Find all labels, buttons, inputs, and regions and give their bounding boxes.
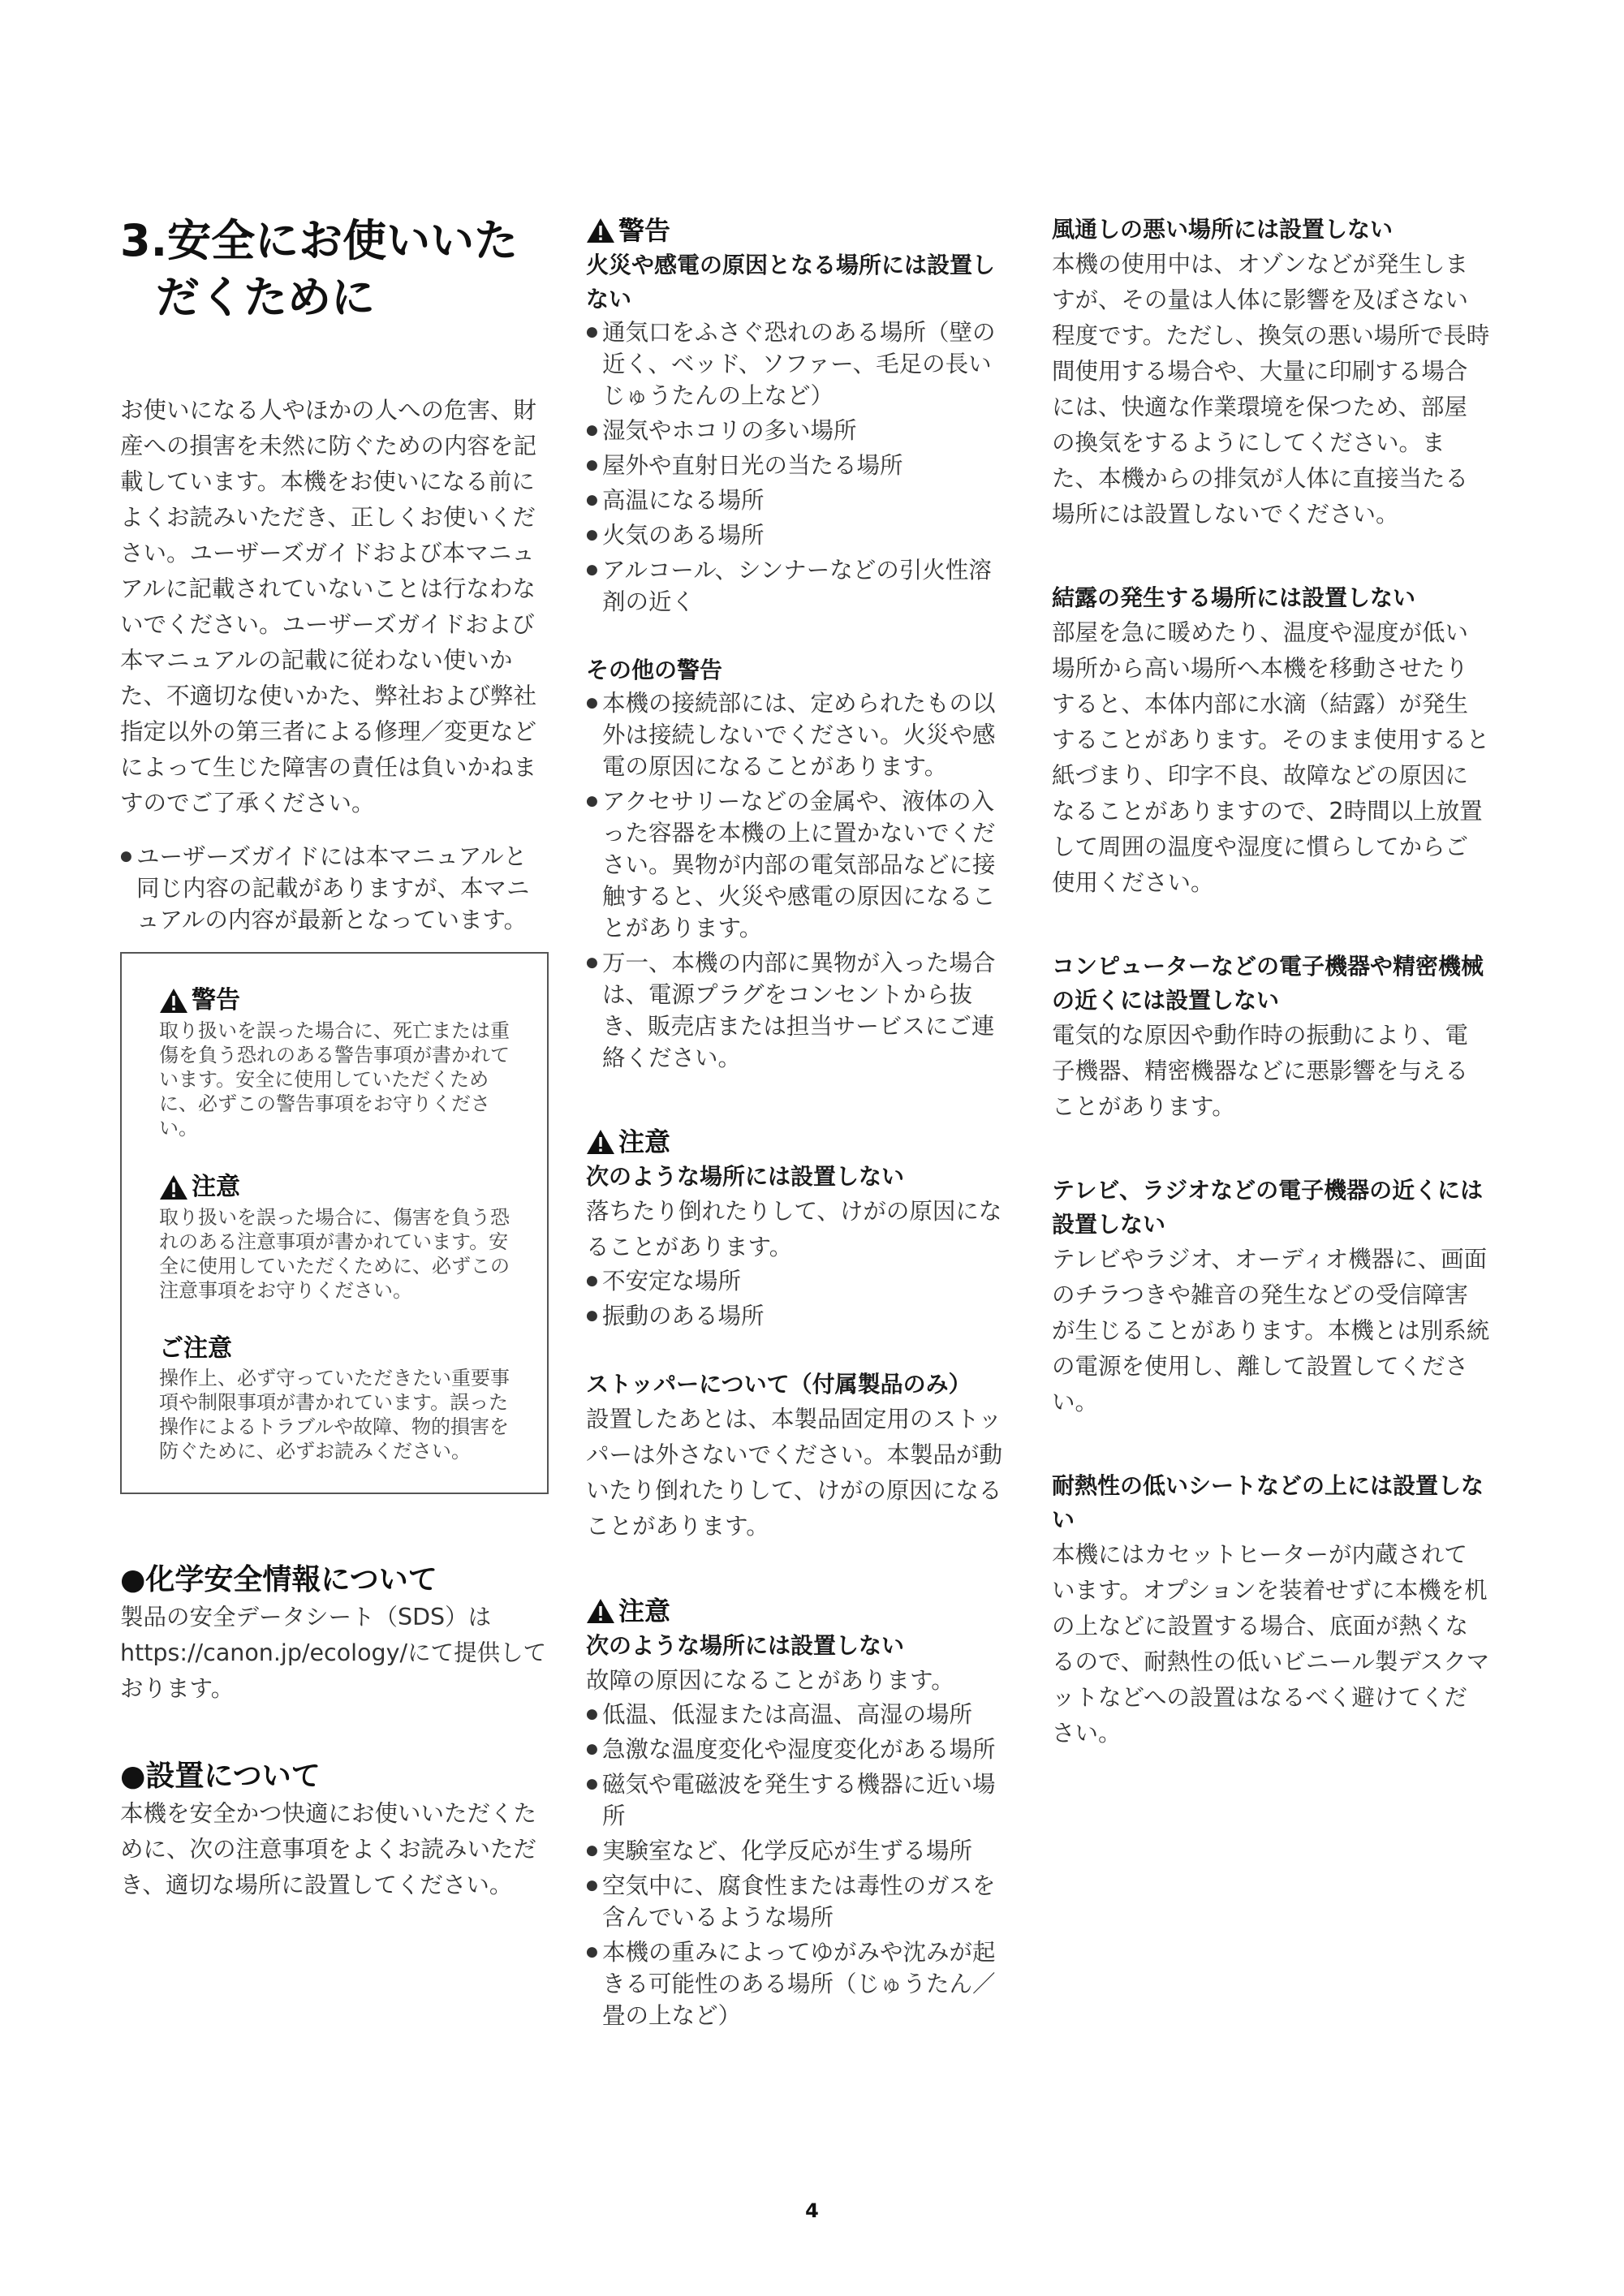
- legend-warning-text: 取り扱いを誤った場合に、死亡または重傷を負う恐れのある警告事項が書かれています。安全に使用していただくために、必ずこの警告事項をお守りください。: [159, 1019, 510, 1139]
- section-text: 部屋を急に暖めたり、温度や湿度が低い場所から高い場所へ本機を移動させたりすると、本体内部に水滴（結露）が発生することがあります。そのまま使用すると紙づまり、印字不良、故障などの原因になることがありますので、2時間以上放置して周囲の温度や湿度に慣らしてからご使用ください。: [1052, 619, 1490, 896]
- chemical-safety-text: 製品の安全データシート（SDS）は https://canon.jp/ecology/にて提供しております。: [120, 1604, 547, 1702]
- legend-notice-heading: ご注意: [159, 1334, 232, 1363]
- warning-location-list: [586, 317, 1014, 618]
- list-item: ● 通気口をふさぐ恐れのある場所（壁の近く、ベッド、ソファー、毛足の長いじゅうたんの上など）: [586, 317, 1014, 411]
- list-item: ● 本機の重みによってゆがみや沈みが起きる可能性のある場所（じゅうたん／畳の上など）: [586, 1936, 1014, 2031]
- legend-caution-text: 取り扱いを誤った場合に、傷害を負う恐れのある注意事項が書かれています。安全に使用していただくために、必ずこの注意事項をお守りください。: [159, 1206, 510, 1302]
- title-line-1: 3.安全にお使いいた: [120, 215, 519, 266]
- list-item: ● 湿気やホコリの多い場所: [586, 415, 1014, 446]
- section-heading: 耐熱性の低いシートなどの上には設置しない: [1052, 1472, 1484, 1533]
- caution-text-2: 故障の原因になることがあります。: [586, 1667, 954, 1694]
- list-item: ● アクセサリーなどの金属や、液体の入った容器を本機の上に置かないでください。異物が内部の電気部品などに接触すると、火災や感電の原因になることがあります。: [586, 786, 1014, 944]
- symbol-legend-box: [120, 952, 549, 1494]
- list-item: ● 磁気や電磁波を発生する機器に近い場所: [586, 1768, 1014, 1832]
- section-text: 本機の使用中は、オゾンなどが発生しますが、その量は人体に影響を及ぼさない程度です。ただし、換気の悪い場所で長時間使用する場合や、大量に印刷する場合には、快適な作業環境を保つため、部屋の換気をするようにしてください。また、本機からの排気が人体に直接当たる場所には設置しないでください。: [1052, 251, 1490, 528]
- warning-subheading: 火災や感電の原因となる場所には設置しない: [586, 252, 996, 312]
- title-line-2: だくために: [156, 272, 375, 323]
- caution-list-2: [586, 1699, 1014, 2031]
- stopper-text: 設置したあとは、本製品固定用のストッパーは外さないでください。本製品が動いたり倒れたりして、けがの原因になることがあります。: [586, 1406, 1003, 1540]
- stopper-heading: ストッパーについて（付属製品のみ）: [586, 1371, 971, 1398]
- caution-subheading-2: 次のような場所には設置しない: [586, 1632, 905, 1659]
- list-item: ● 急激な温度変化や湿度変化がある場所: [586, 1734, 1014, 1765]
- caution-list-1: [586, 1265, 1014, 1332]
- page-title: [120, 213, 549, 326]
- column-right: [1052, 213, 1490, 1751]
- column-left: [120, 213, 549, 1903]
- list-item: ● 実験室など、化学反応が生ずる場所: [586, 1835, 1014, 1867]
- list-item: ● 低温、低湿または高温、高湿の場所: [586, 1699, 1014, 1730]
- warning-triangle-icon: [586, 218, 615, 243]
- list-item: ● アルコール、シンナーなどの引火性溶剤の近く: [586, 554, 1014, 618]
- section-heading: コンピューターなどの電子機器や精密機械の近くには設置しない: [1052, 953, 1484, 1014]
- warning-triangle-icon: [159, 1174, 188, 1200]
- section-text: 電気的な原因や動作時の振動により、電子機器、精密機器などに悪影響を与えることがあります。: [1052, 1022, 1469, 1120]
- other-warnings-heading: その他の警告: [586, 657, 723, 683]
- warning-heading: 警告: [586, 213, 1014, 248]
- list-item: ● 高温になる場所: [586, 485, 1014, 516]
- list-item: ● 火気のある場所: [586, 519, 1014, 551]
- caution-subheading-1: 次のような場所には設置しない: [586, 1163, 905, 1190]
- intro-note: [120, 841, 549, 936]
- section-text: 本機にはカセットヒーターが内蔵されています。オプションを装着せずに本機を机の上などに設置する場合、底面が熱くなるので、耐熱性の低いビニール製デスクマットなどへの設置はなるべく避けてください。: [1052, 1541, 1490, 1747]
- warning-triangle-icon: [586, 1598, 615, 1624]
- list-item: ● 空気中に、腐食性または毒性のガスを含んでいるような場所: [586, 1870, 1014, 1933]
- caution-heading-1: 注意: [586, 1124, 1014, 1160]
- list-item: ● ユーザーズガイドには本マニュアルと同じ内容の記載がありますが、本マニュアルの内容が最新となっています。: [120, 841, 549, 936]
- caution-heading-2: 注意: [586, 1593, 1014, 1629]
- legend-warning-heading: 警告: [159, 983, 523, 1019]
- legend-notice-text: 操作上、必ず守っていただきたい重要事項や制限事項が書かれています。誤った操作によるトラブルや故障、物的損害を防ぐために、必ずお読みください。: [159, 1367, 510, 1462]
- list-item: ● 本機の接続部には、定められたもの以外は接続しないでください。火災や感電の原因になることがあります。: [586, 687, 1014, 782]
- warning-triangle-icon: [586, 1129, 615, 1155]
- installation-heading: ●設置について: [120, 1760, 321, 1793]
- legend-caution-heading: 注意: [159, 1170, 523, 1205]
- list-item: ● 万一、本機の内部に異物が入った場合は、電源プラグをコンセントから抜き、販売店または担当サービスにご連絡ください。: [586, 947, 1014, 1074]
- section-heading: テレビ、ラジオなどの電子機器の近くには設置しない: [1052, 1177, 1484, 1238]
- column-middle: [586, 213, 1014, 2035]
- list-item: ● 振動のある場所: [586, 1300, 1014, 1332]
- section-heading: 風通しの悪い場所には設置しない: [1052, 216, 1394, 243]
- section-heading: 結露の発生する場所には設置しない: [1052, 584, 1416, 611]
- list-item: ● 不安定な場所: [586, 1265, 1014, 1297]
- section-text: テレビやラジオ、オーディオ機器に、画面のチラつきや雑音の発生などの受信障害が生じることがあります。本機とは別系統の電源を使用し、離して設置してください。: [1052, 1246, 1490, 1415]
- chemical-safety-heading: ●化学安全情報について: [120, 1563, 437, 1596]
- warning-triangle-icon: [159, 988, 188, 1014]
- intro-paragraph: お使いになる人やほかの人への危害、財産への損害を未然に防ぐための内容を記載しています。本機をお使いになる前によくお読みいただき、正しくお使いください。ユーザーズガイドおよび本マニュアルに記載されていないことは行なわないでください。ユーザーズガイドおよび本マニュアルの記載に従わない使いかた、不適切な使いかた、弊社および弊社指定以外の第三者による修理／変更などによって生じた障害の責任は負いかねますのでご了承ください。: [120, 397, 537, 816]
- caution-text-1: 落ちたり倒れたりして、けがの原因になることがあります。: [586, 1198, 1002, 1260]
- page-number: 4: [805, 2199, 819, 2222]
- installation-text: 本機を安全かつ快適にお使いいただくために、次の注意事項をよくお読みいただき、適切な場所に設置してください。: [120, 1800, 537, 1898]
- list-item: ● 屋外や直射日光の当たる場所: [586, 450, 1014, 481]
- other-warnings-list: [586, 687, 1014, 1074]
